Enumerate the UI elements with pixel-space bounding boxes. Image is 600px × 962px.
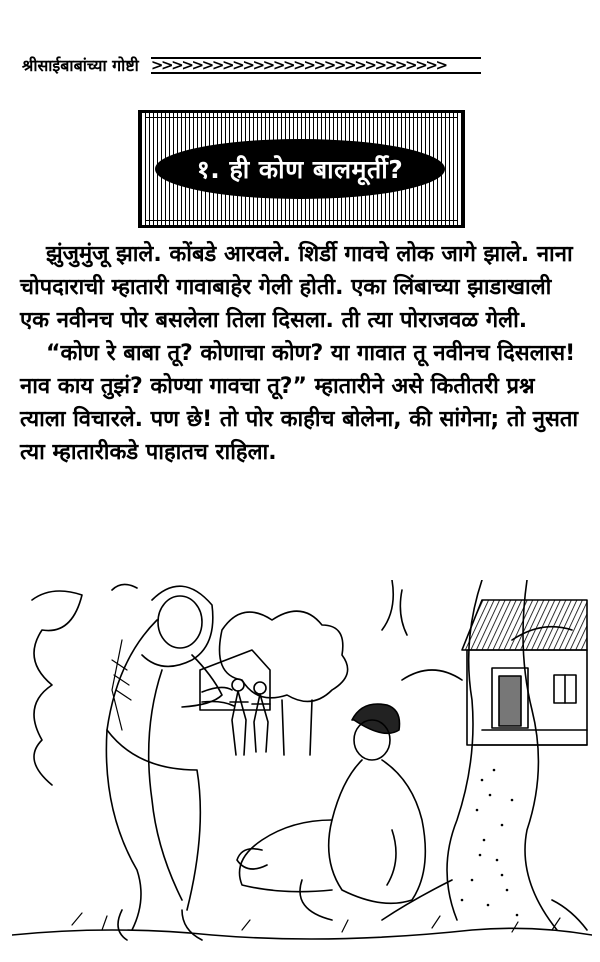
chapter-title: १. ही कोण बालमूर्ती? <box>196 155 404 184</box>
story-paragraph-1: झुंजुमुंजू झाले. कोंबडे आरवले. शिर्डी गावचे लोक जागे झाले. नाना चोपदाराची म्हातारी गावाबाहेर गेली होती. एका लिंबाच्या झाडाखाली एक नवीनच पोर बसलेला तिला दिसला. ती त्या पोराजवळ गेली. <box>20 242 573 333</box>
old-woman-figure <box>106 586 234 940</box>
story-paragraph-2: “कोण रे बाबा तू? कोणाचा कोण? या गावात तू नवीनच दिसलास! नाव काय तुझं? कोण्या गावचा तू?” म्हातारीने असे कितीतरी प्रश्न त्याला विचारले. पण छे! तो पोर काहीच बोलेना, की सांगेना; तो नुसता त्या म्हातारीकडे पाहातच राहिला. <box>20 341 579 465</box>
background-trees <box>32 580 407 785</box>
header-ornament: >>>>>>>>>>>>>>>>>>>>>>>>>>>>> <box>151 57 481 74</box>
trunk-stipple <box>461 769 519 917</box>
illustration-old-woman-and-boy <box>12 580 592 950</box>
book-title: श्रीसाईबाबांच्या गोष्टी <box>22 56 139 75</box>
title-oval <box>155 139 445 199</box>
chapter-title-frame <box>138 110 465 228</box>
page-header <box>22 52 562 78</box>
story-text <box>20 238 580 469</box>
seated-boy-figure <box>237 704 425 920</box>
